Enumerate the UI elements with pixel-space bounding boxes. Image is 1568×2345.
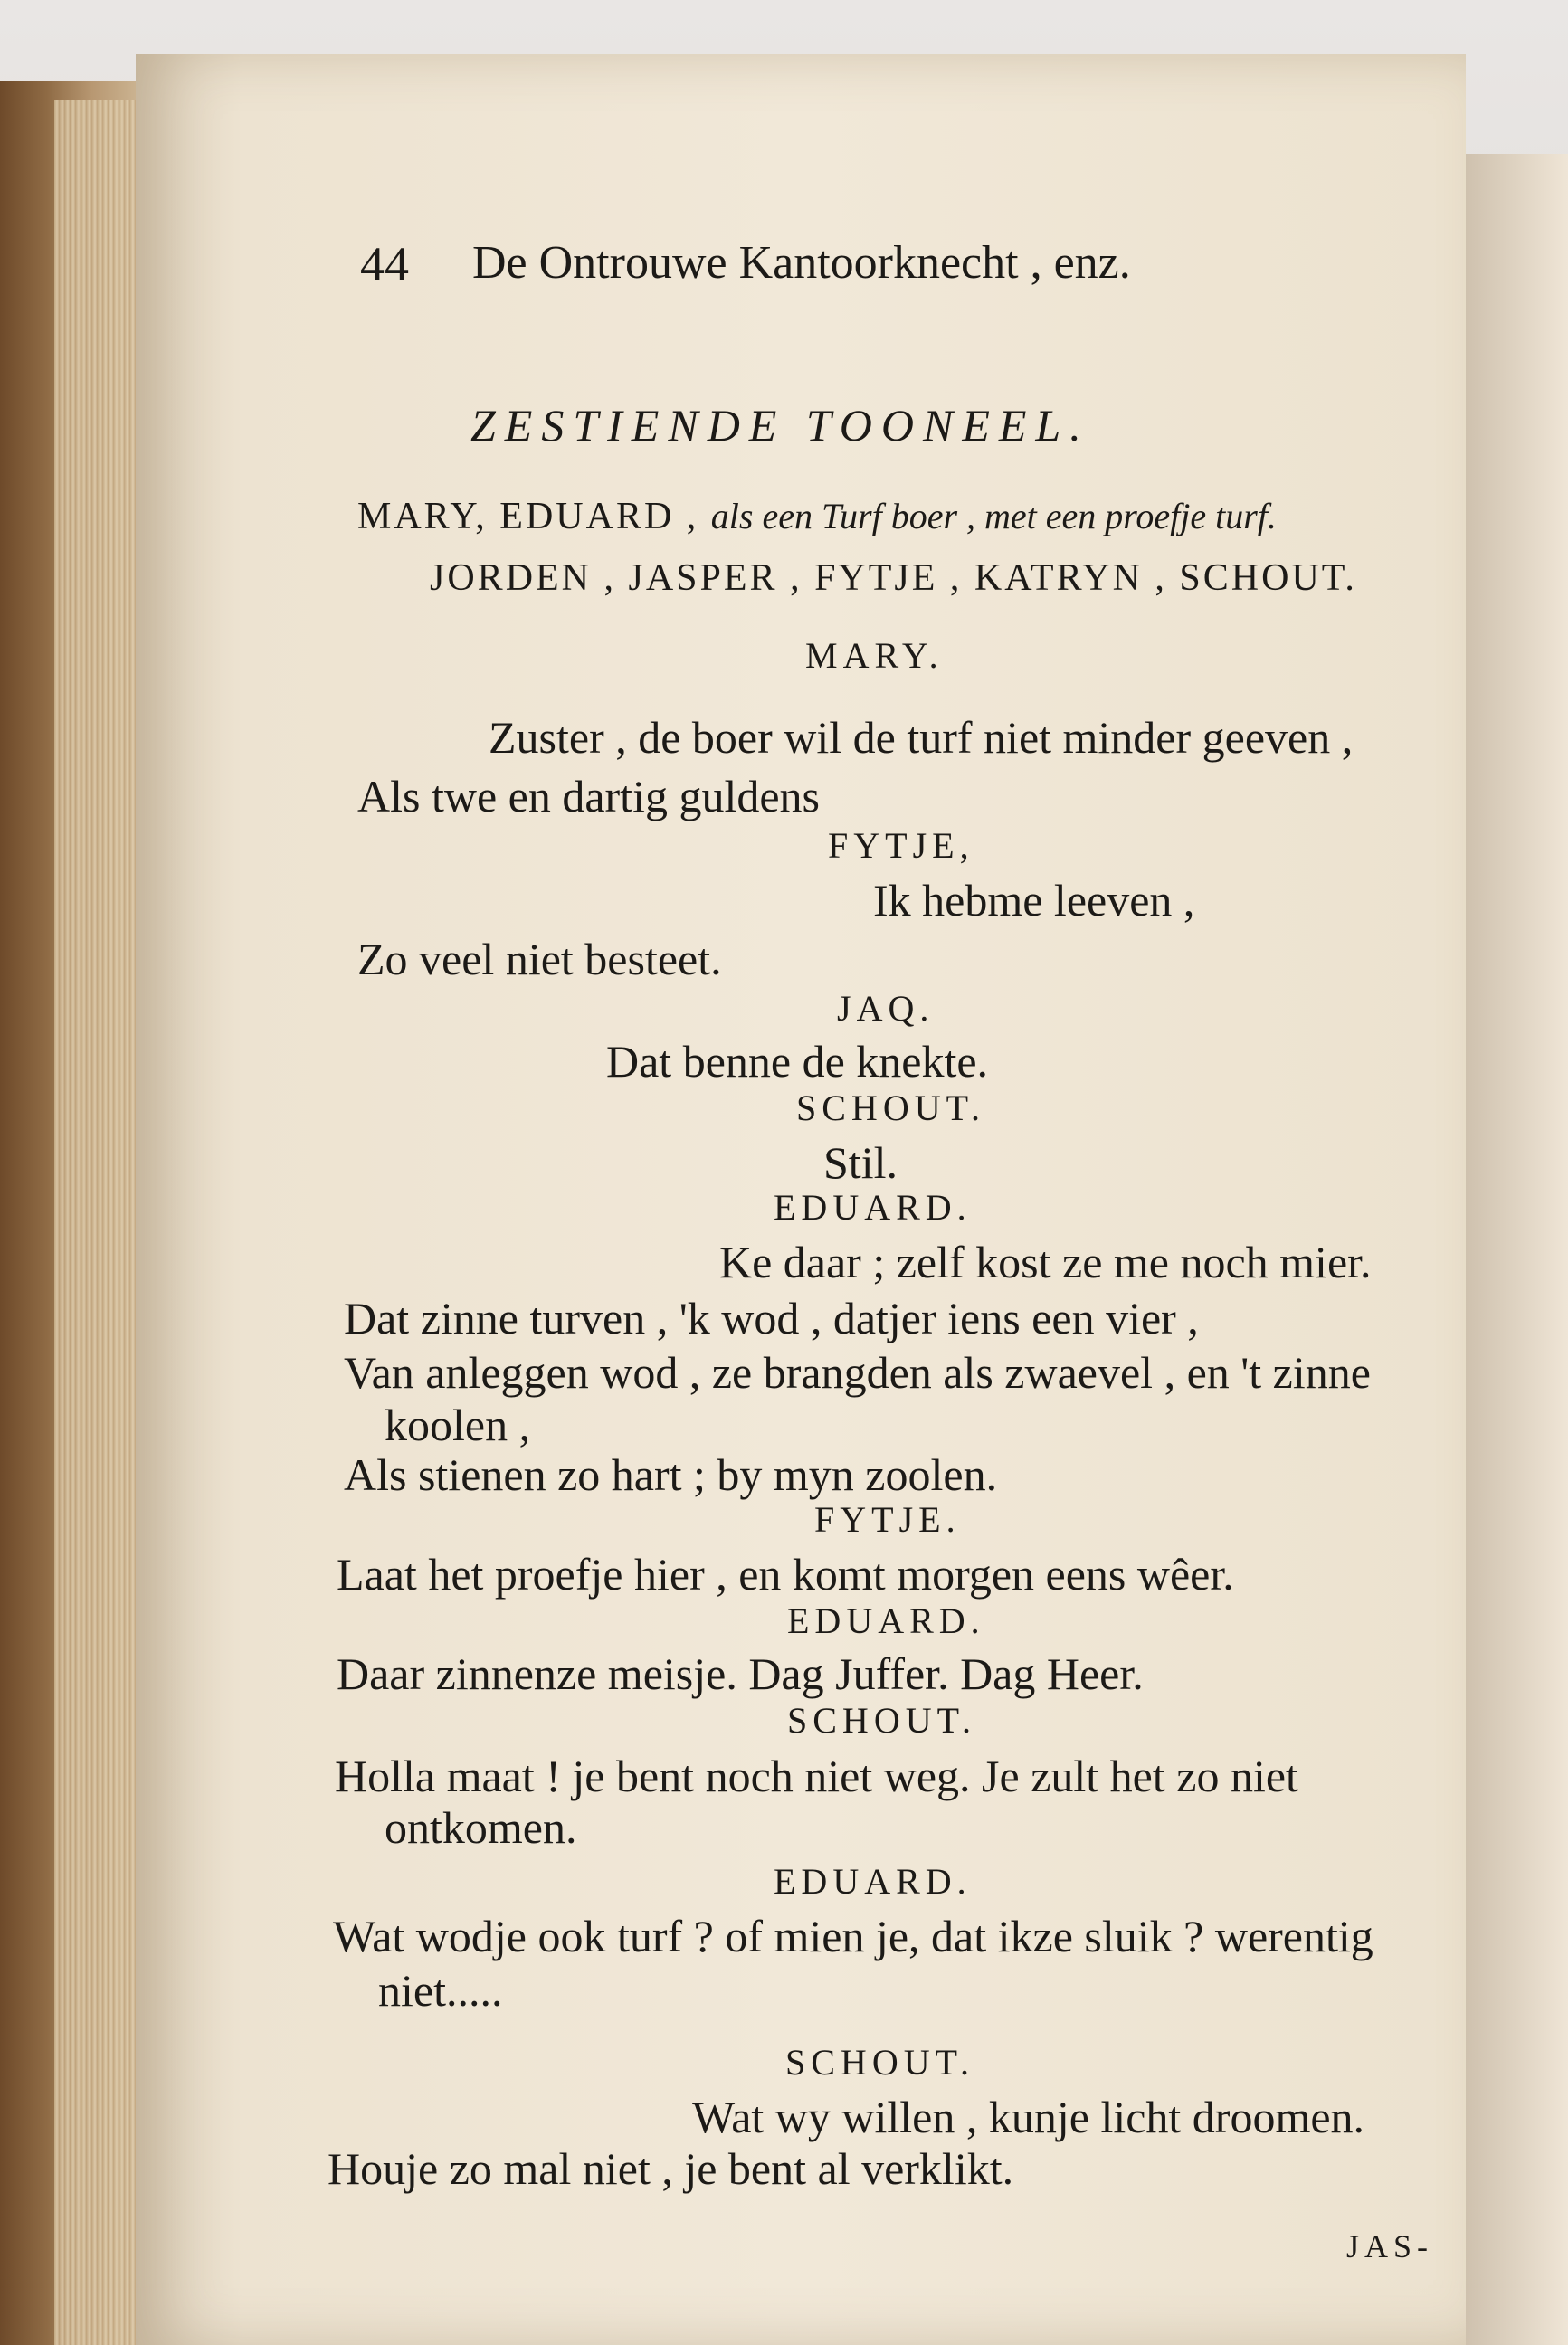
verse-line: Als twe en dartig guldens — [357, 771, 821, 821]
verse-line: Daar zinnenze meisje. Dag Juffer. Dag Heer. — [337, 1648, 1144, 1699]
page-number: 44 — [360, 237, 409, 291]
verse-line: Ik hebme leeven , — [873, 875, 1195, 926]
verse-line: Zuster , de boer wil de turf niet minder geeven , — [489, 712, 1354, 763]
verse-line: Laat het proefje hier , en komt morgen eens wêer. — [337, 1549, 1234, 1600]
speaker-name: SCHOUT. — [796, 1087, 986, 1128]
speaker-name: JAQ. — [837, 988, 935, 1029]
cast-names-line1 — [357, 498, 1277, 536]
speaker-name: FYTJE. — [814, 1499, 961, 1540]
verse-line: Wat wy willen , kunje licht droomen. — [692, 2092, 1365, 2142]
verse-line: Holla maat ! je bent noch niet weg. Je zult het zo niet — [335, 1751, 1298, 1801]
verse-line: Van anleggen wod , ze brangden als zwaevel , en 't zinne — [344, 1347, 1371, 1398]
catchword: JAS- — [1346, 2228, 1434, 2264]
verse-line: Stil. — [823, 1137, 898, 1188]
verse-line: Wat wodje ook turf ? of mien je, dat ikze sluik ? werentig — [333, 1911, 1373, 1961]
verse-line: ontkomen. — [385, 1802, 577, 1853]
running-title: De Ontrouwe Kantoorknecht , enz. — [472, 237, 1131, 289]
scene-heading: ZESTIENDE TOONEEL. — [470, 400, 1090, 451]
cast-description: als een Turf boer , met een proefje turf. — [710, 496, 1277, 536]
speaker-name: SCHOUT. — [787, 1700, 977, 1741]
verse-line: Als stienen zo hart ; by myn zoolen. — [344, 1449, 998, 1500]
verse-line: Dat benne de knekte. — [606, 1036, 989, 1087]
verse-line: Houje zo mal niet , je bent al verklikt. — [328, 2143, 1014, 2194]
speaker-name: EDUARD. — [774, 1861, 972, 1902]
cast-names-line2: JORDEN , JASPER , FYTJE , KATRYN , SCHOUT. — [430, 557, 1357, 599]
verse-line: niet..... — [378, 1965, 503, 2016]
speaker-name: MARY. — [805, 635, 944, 676]
verse-line: koolen , — [385, 1400, 531, 1450]
verse-line: Dat zinne turven , 'k wod , datjer iens een vier , — [344, 1293, 1199, 1343]
verse-line: Zo veel niet besteet. — [357, 934, 722, 984]
speaker-name: FYTJE, — [828, 825, 974, 866]
book-page — [136, 54, 1466, 2345]
verse-line: Ke daar ; zelf kost ze me noch mier. — [719, 1237, 1372, 1287]
speaker-name: EDUARD. — [774, 1187, 972, 1228]
speaker-name: EDUARD. — [787, 1600, 985, 1641]
page-text — [136, 54, 1466, 2345]
cast-names: MARY, EDUARD , — [357, 496, 699, 537]
speaker-name: SCHOUT. — [785, 2042, 975, 2083]
